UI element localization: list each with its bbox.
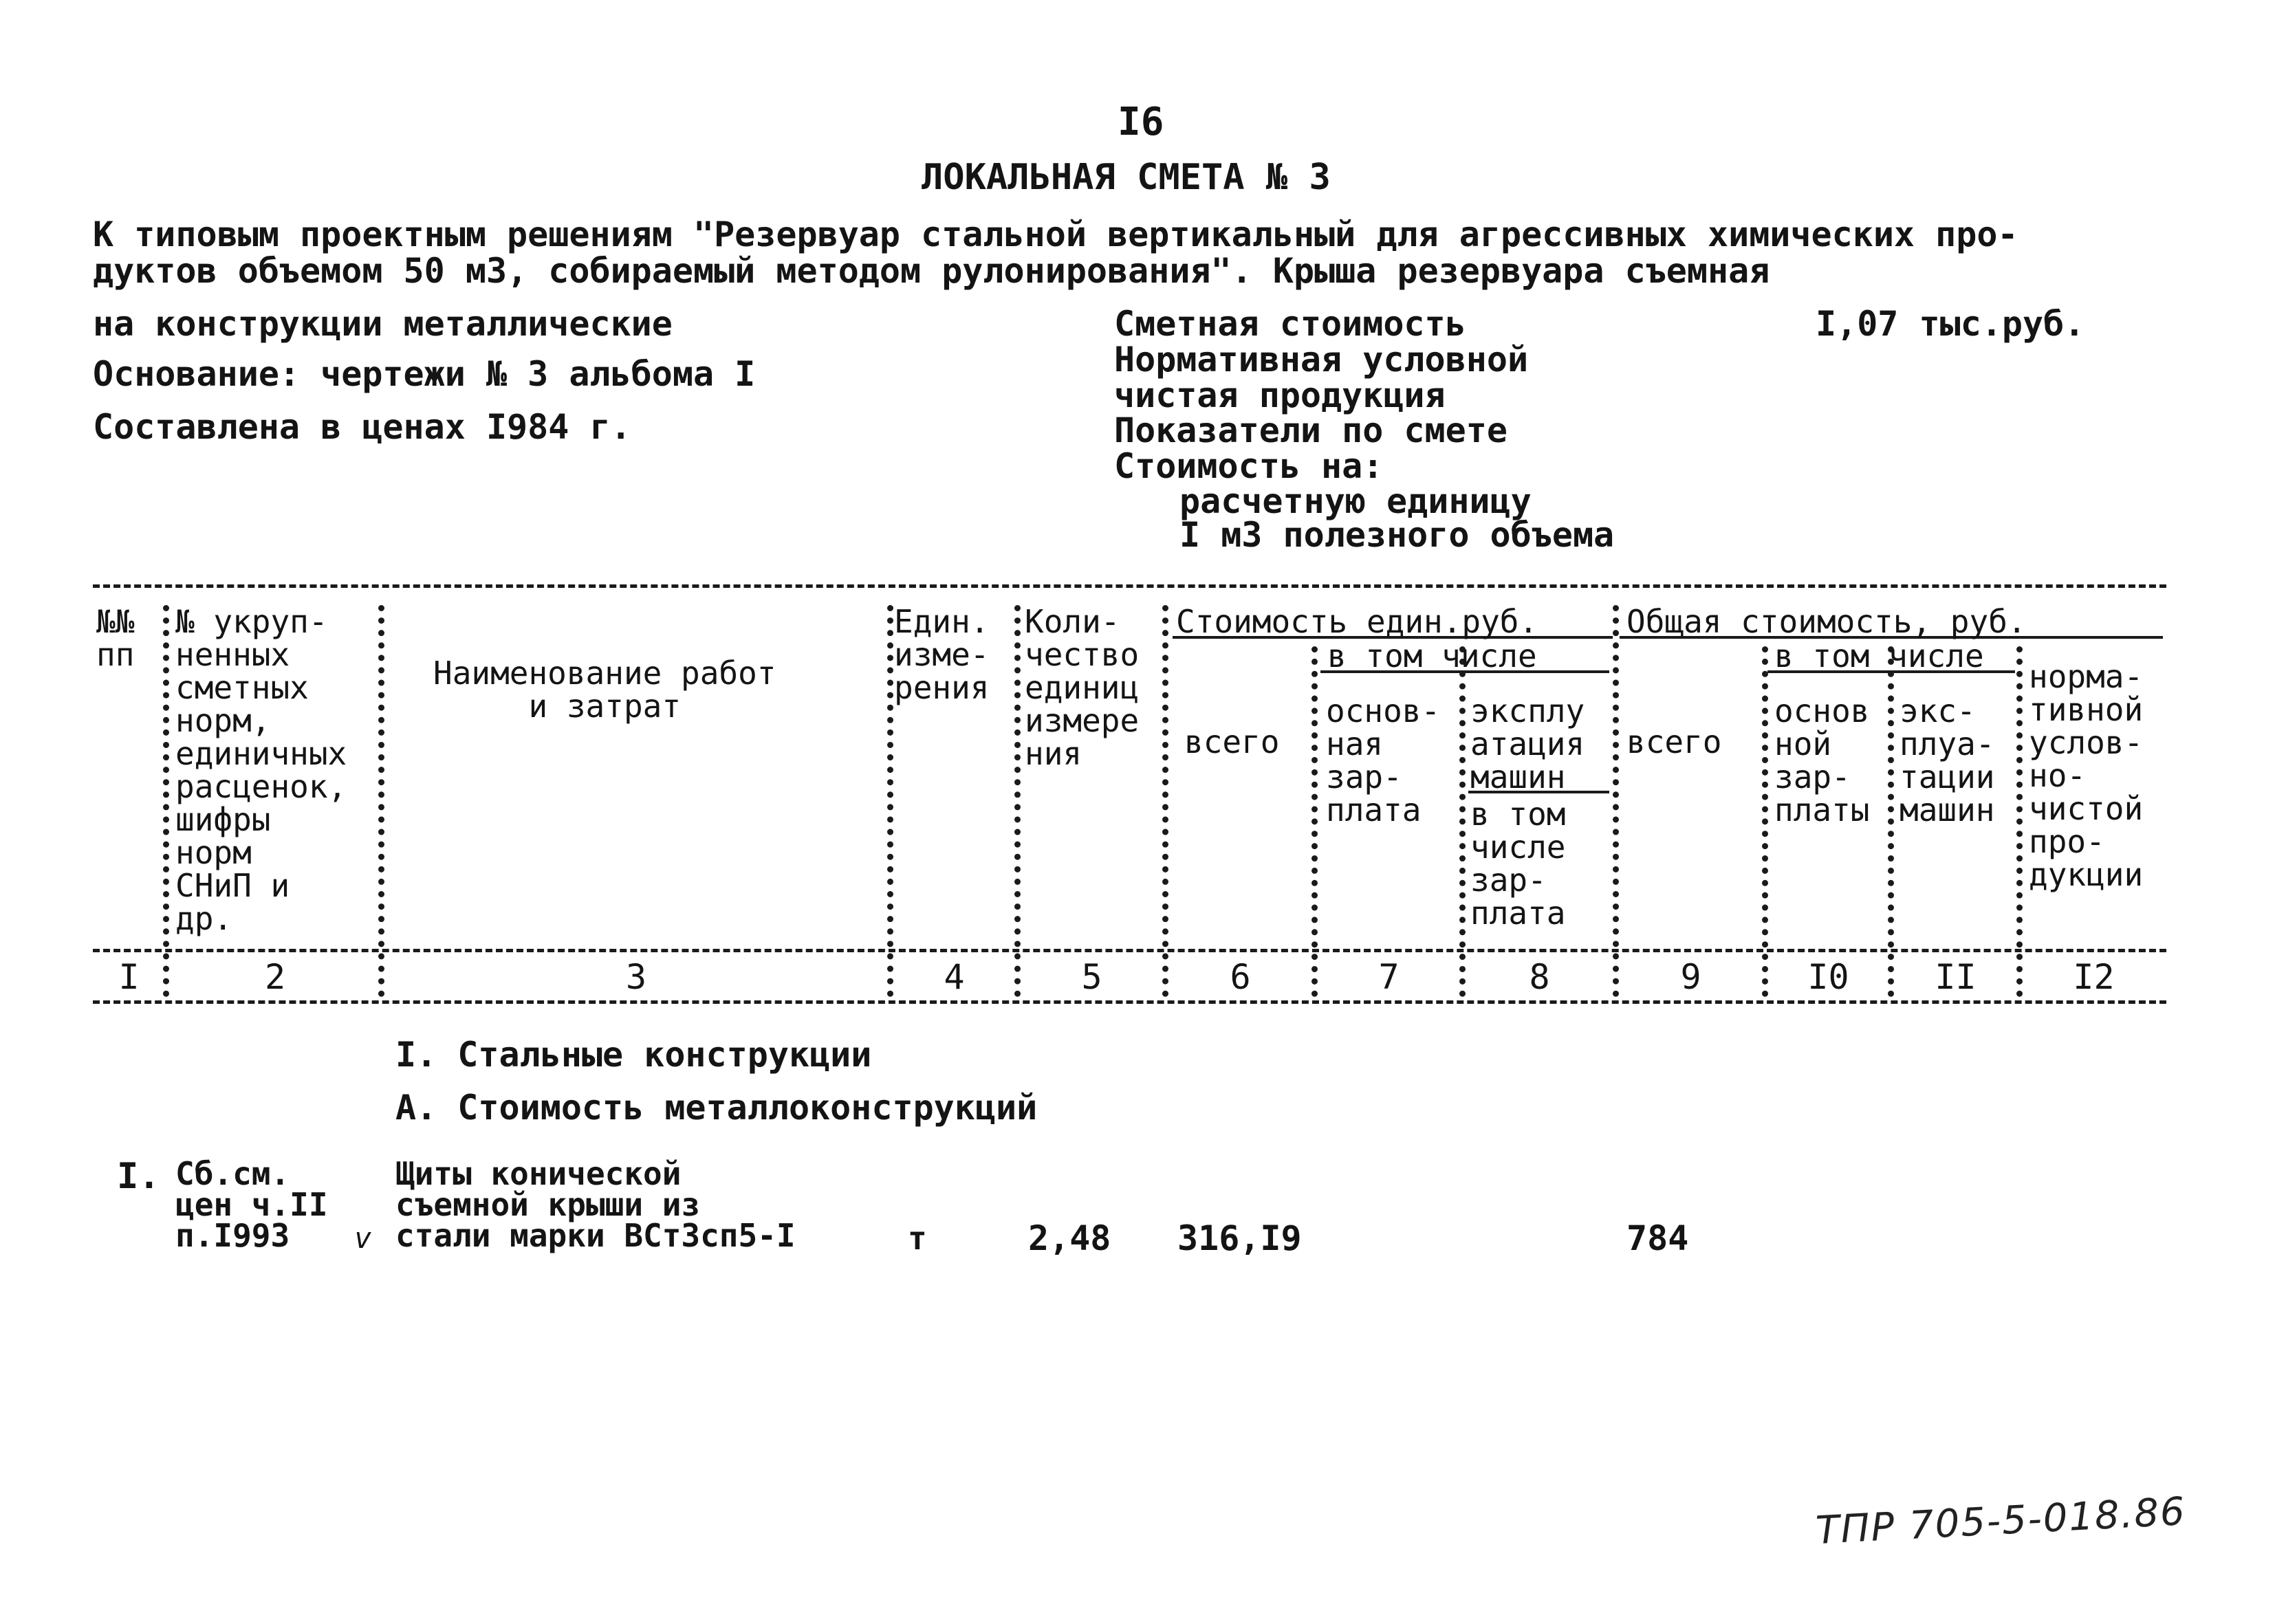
column-number-3: 3 [625, 957, 647, 997]
col-sep-5 [1162, 605, 1168, 997]
column-number-5: 5 [1081, 957, 1102, 997]
row-1-name: Щиты конической съемной крыши из стали марки ВСт3сп5-I [395, 1155, 796, 1254]
header-total-including: в том числе [1774, 637, 1984, 674]
header-col-8-bottom: в том числе зар- плата [1470, 795, 1566, 932]
col-sep-11 [2016, 646, 2023, 997]
column-number-12: I2 [2073, 957, 2115, 997]
table-header-bottom-rule [93, 949, 2166, 952]
row-1-code: Сб.см. цен ч.II п.I993 [175, 1155, 328, 1254]
col-sep-4 [1014, 605, 1021, 997]
right-info-line-1: Сметная стоимость [1114, 304, 1466, 344]
header-col-8-top: эксплу атация машин [1470, 692, 1585, 795]
header-col-7: основ- ная зар- плата [1326, 692, 1441, 829]
left-info-line-1: на конструкции металлические [93, 304, 673, 344]
column-number-10: I0 [1807, 957, 1849, 997]
header-unit-including: в том числе [1327, 637, 1537, 674]
header-col-12: норма- тивной услов- но- чистой про- дукции [2029, 658, 2144, 893]
page-number: I6 [1118, 100, 1164, 144]
column-number-4: 4 [944, 957, 965, 997]
header-col-9: всего [1626, 723, 1722, 760]
row-1-unit-total: 316,I9 [1177, 1218, 1302, 1258]
right-info-line-3: чистая продукция [1114, 375, 1446, 415]
intro-line-1: К типовым проектным решениям "Резервуар стальной вертикальный для агрессивных химических про- [93, 215, 2018, 254]
subsection-title: А. Стоимость металлоконструкций [395, 1088, 1038, 1128]
right-info-line-5: Стоимость на: [1114, 446, 1384, 486]
row-1-quantity: 2,48 [1028, 1218, 1111, 1258]
row-1-total: 784 [1626, 1218, 1689, 1258]
table-top-rule [93, 584, 2166, 588]
row-1-number: I. [117, 1156, 160, 1197]
right-info-line-4: Показатели по смете [1114, 410, 1507, 450]
header-col-4: Един. изме- рения [894, 603, 990, 706]
col-sep-1 [163, 605, 169, 997]
section-title: I. Стальные конструкции [395, 1035, 872, 1075]
col-sep-8 [1613, 605, 1619, 997]
header-col-1: №№ пп [96, 603, 135, 673]
header-col-10: основ ной зар- платы [1774, 692, 1870, 829]
header-col-6: всего [1184, 723, 1280, 760]
column-number-7: 7 [1378, 957, 1400, 997]
header-col-5: Коли- чество единиц измере ния [1025, 603, 1140, 772]
col-sep-2 [378, 605, 384, 997]
col-sep-6 [1311, 646, 1318, 997]
intro-line-2: дуктов объемом 50 м3, собираемый методом рулонирования". Крыша резервуара съемная [93, 251, 1770, 291]
header-col-3: Наименование работ и затрат [433, 655, 776, 725]
column-number-11: II [1935, 957, 1977, 997]
estimated-cost-value: I,07 тыс.руб. [1816, 304, 2085, 344]
column-number-1: I [118, 957, 140, 997]
column-number-8: 8 [1529, 957, 1550, 997]
col-sep-7 [1459, 646, 1466, 997]
right-info-line-7: I м3 полезного объема [1179, 515, 1615, 555]
left-info-line-3: Составлена в ценах I984 г. [93, 407, 631, 447]
left-info-line-2: Основание: чертежи № 3 альбома I [93, 354, 756, 394]
col-sep-10 [1888, 646, 1894, 997]
header-col-11: экс- плуа- тации машин [1900, 692, 1995, 829]
column-number-6: 6 [1230, 957, 1251, 997]
column-number-9: 9 [1680, 957, 1701, 997]
column-number-2: 2 [264, 957, 286, 997]
document-title: ЛОКАЛЬНАЯ СМЕТА № 3 [922, 157, 1331, 198]
right-info-line-6: расчетную единицу [1179, 481, 1532, 521]
table-colnum-bottom-rule [93, 1000, 2166, 1004]
col-sep-3 [887, 605, 893, 997]
footer-document-code: ТПР 705-5-018.86 [1814, 1489, 2188, 1554]
header-total-cost: Общая стоимость, руб. [1626, 603, 2027, 640]
col-sep-9 [1762, 646, 1768, 997]
header-unit-cost: Стоимость един.руб. [1176, 603, 1538, 640]
row-1-unit: т [908, 1220, 927, 1257]
row-1-check-mark: v [354, 1221, 372, 1255]
header-col-2: № укруп- ненных сметных норм, единичных расценок, шифры норм СНиП и др. [175, 603, 347, 937]
right-info-line-2: Нормативная условной [1114, 340, 1529, 380]
